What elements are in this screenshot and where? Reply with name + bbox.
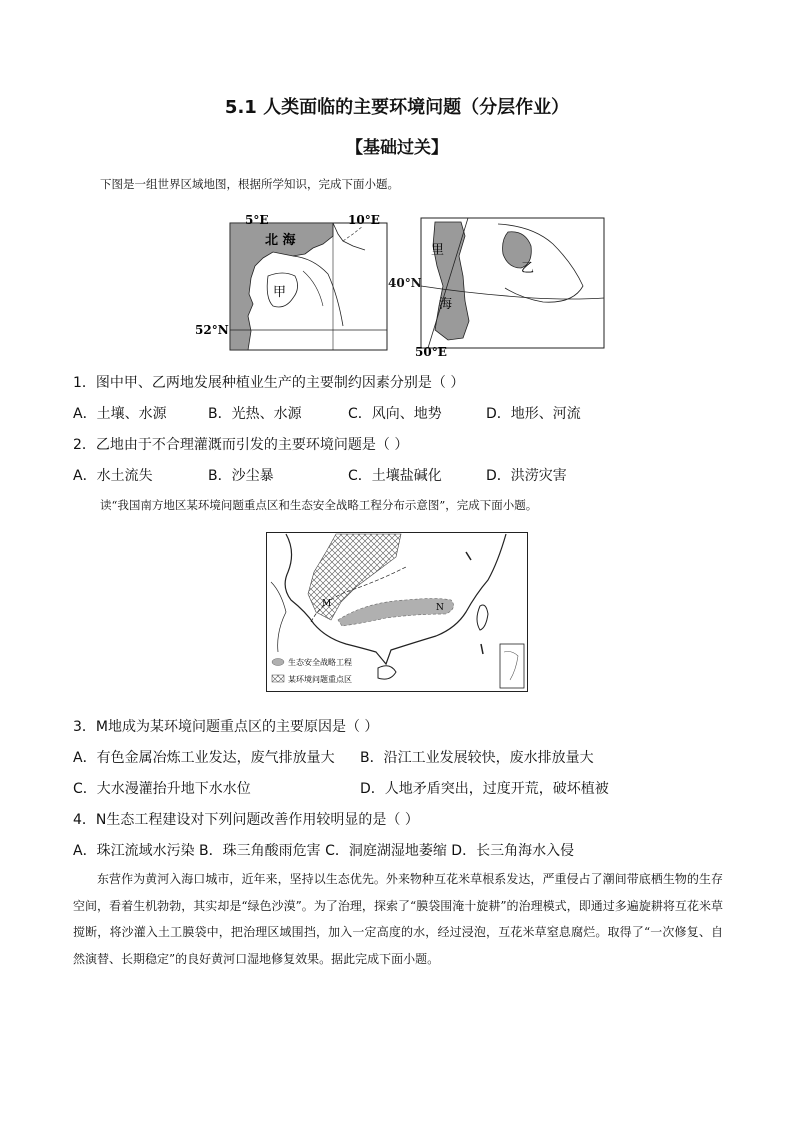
intro-text-1: 下图是一组世界区域地图，根据所学知识，完成下面小题。 [100,177,399,191]
q2-stem: 2．乙地由于不合理灌溉而引发的主要环境问题是（ ） [73,437,409,453]
q1-option-c[interactable]: C．风向、地势 [348,406,442,422]
q2-option-a[interactable]: A．水土流失 [73,468,153,484]
map-south-china [266,532,528,692]
passage-text: 东营作为黄河入海口城市，近年来，坚持以生态优先。外来物种互花米草根系发达，严重侵占了潮间带底栖生物的生存空间，看着生机勃勃，其实却是“绿色沙漠”。为了治理，探索了“膜袋围淹十旋耕”的治理模式，即通过多遍旋耕将互花米草搅断，将沙灌入土工膜袋中，把治理区域围挡，加入一定高度的水，经过浸泡，互花米草窒息腐烂。取得了“一次修复、自然演替、长期稳定”的良好黄河口湿地修复效果。据此完成下面小题。 [73,872,723,966]
q1-stem: 1．图中甲、乙两地发展种植业生产的主要制约因素分别是（ ） [73,375,465,391]
map2-label-m: M [322,599,332,609]
map-left-europe [193,206,393,356]
map2-legend-2: 某环境问题重点区 [288,675,352,684]
q2-option-c[interactable]: C．土壤盐碱化 [348,468,442,484]
q2-option-b[interactable]: B．沙尘暴 [208,468,274,484]
map1-lon-50e: 50°E [415,345,447,358]
map2-legend-1: 生态安全战略工程 [288,658,352,667]
map1-lat-40n-text: 40°N [388,276,422,290]
q3-option-c[interactable]: C．大水漫灌抬升地下水水位 [73,781,251,797]
q3-option-d[interactable]: D．人地矛盾突出，过度开荒，破坏植被 [360,781,609,797]
map1-caspian-label-1: 里 [431,243,445,258]
q1-option-d[interactable]: D．地形、河流 [486,406,581,422]
legend-swatch-eco [272,659,284,666]
map-right-caspian [413,206,613,358]
map1-region-yi: 乙 [521,261,535,276]
legend-swatch-hatch [272,675,284,682]
map1-region-jia: 甲 [273,285,287,300]
q3-option-b[interactable]: B．沿江工业发展较快，废水排放量大 [360,750,594,766]
q1-option-a[interactable]: A．土壤、水源 [73,406,167,422]
q3-option-a[interactable]: A．有色金属冶炼工业发达，废气排放量大 [73,750,335,766]
page-title: 5.1 人类面临的主要环境问题（分层作业） [224,97,570,118]
q4-options[interactable]: A．珠江流域水污染 B．珠三角酸雨危害 C．洞庭湖湿地萎缩 D．长三角海水入侵 [73,843,575,859]
map1-lon-10e: 10°E [348,213,380,227]
map2-label-n: N [436,603,444,613]
passage [73,866,723,972]
map1-lon-5e: 5°E [245,213,269,227]
map1-sea-label: 北 海 [265,233,296,248]
q3-stem: 3．M地成为某环境问题重点区的主要原因是（ ） [73,719,379,735]
q1-option-b[interactable]: B．光热、水源 [208,406,302,422]
map1-lat-52n: 52°N [195,323,229,337]
q4-stem: 4．N生态工程建设对下列问题改善作用较明显的是（ ） [73,812,419,828]
intro-text-2: 读“我国南方地区某环境问题重点区和生态安全战略工程分布示意图”，完成下面小题。 [100,498,538,512]
q2-option-d[interactable]: D．洪涝灾害 [486,468,567,484]
section-heading: 【基础过关】 [346,138,448,158]
map1-caspian-label-2: 海 [439,297,453,312]
